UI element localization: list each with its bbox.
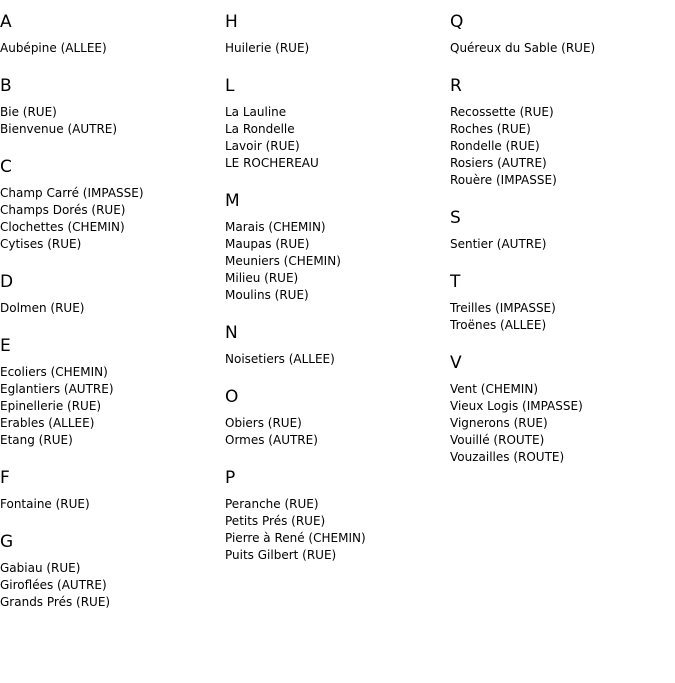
street-link[interactable]: Peranche (RUE) — [225, 497, 319, 511]
street-link[interactable]: Rosiers (AUTRE) — [450, 156, 547, 170]
street-list — [225, 219, 445, 304]
street-list-item — [225, 219, 445, 236]
street-list-item — [0, 219, 220, 236]
street-link[interactable]: Meuniers (CHEMIN) — [225, 254, 341, 268]
street-link[interactable]: Roches (RUE) — [450, 122, 531, 136]
letter-heading: A — [0, 12, 12, 32]
street-list-item — [0, 415, 220, 432]
street-list-item — [0, 202, 220, 219]
street-link[interactable]: Noisetiers (ALLEE) — [225, 352, 335, 366]
index-column-1 — [0, 10, 220, 628]
letter-heading: O — [225, 387, 239, 407]
street-link[interactable]: Champ Carré (IMPASSE) — [0, 186, 144, 200]
index-column-2 — [225, 10, 445, 581]
street-list — [450, 300, 670, 334]
street-list-item — [0, 432, 220, 449]
street-list-item — [225, 547, 445, 564]
street-link[interactable]: Treilles (IMPASSE) — [450, 301, 556, 315]
street-list-item — [0, 236, 220, 253]
street-link[interactable]: Marais (CHEMIN) — [225, 220, 326, 234]
street-list-item — [450, 300, 670, 317]
letter-group — [0, 466, 220, 513]
letter-group — [225, 466, 445, 564]
street-list-item — [450, 398, 670, 415]
letter-group — [450, 10, 670, 57]
street-link[interactable]: Aubépine (ALLEE) — [0, 41, 107, 55]
letter-group — [0, 10, 220, 57]
letter-group — [0, 334, 220, 449]
letter-group — [225, 321, 445, 368]
street-list-item — [225, 155, 445, 172]
street-list-item — [0, 364, 220, 381]
street-list-item — [450, 121, 670, 138]
letter-group — [225, 385, 445, 449]
street-list-item — [450, 172, 670, 189]
street-list — [0, 40, 220, 57]
street-list-item — [450, 432, 670, 449]
street-link[interactable]: Ecoliers (CHEMIN) — [0, 365, 108, 379]
letter-group — [225, 74, 445, 172]
street-link[interactable]: Champs Dorés (RUE) — [0, 203, 126, 217]
street-link[interactable]: Eglantiers (AUTRE) — [0, 382, 114, 396]
letter-heading: V — [450, 353, 462, 373]
street-link[interactable]: Obiers (RUE) — [225, 416, 302, 430]
street-list-item — [225, 415, 445, 432]
street-link[interactable]: Puits Gilbert (RUE) — [225, 548, 337, 562]
street-link[interactable]: Grands Prés (RUE) — [0, 595, 111, 609]
street-list-item — [450, 317, 670, 334]
letter-heading: D — [0, 272, 14, 292]
letter-group — [0, 530, 220, 611]
street-list-item — [225, 351, 445, 368]
street-list-item — [225, 104, 445, 121]
street-list — [0, 364, 220, 449]
letter-heading: Q — [450, 12, 464, 32]
street-list-item — [225, 236, 445, 253]
street-link[interactable]: Dolmen (RUE) — [0, 301, 85, 315]
street-list — [225, 415, 445, 449]
street-list — [0, 496, 220, 513]
street-link[interactable]: Vignerons (RUE) — [450, 416, 548, 430]
letter-group — [0, 155, 220, 253]
letter-group — [450, 270, 670, 334]
street-list-item — [0, 381, 220, 398]
letter-heading: R — [450, 76, 462, 96]
letter-group — [450, 351, 670, 466]
street-list-item — [225, 253, 445, 270]
letter-heading: S — [450, 208, 461, 228]
letter-heading: B — [0, 76, 12, 96]
street-link[interactable]: Huilerie (RUE) — [225, 41, 310, 55]
street-list-item — [450, 449, 670, 466]
street-link[interactable]: Fontaine (RUE) — [0, 497, 90, 511]
street-list-item — [0, 560, 220, 577]
street-list — [225, 496, 445, 564]
street-list-item — [0, 398, 220, 415]
letter-heading: P — [225, 468, 236, 488]
street-list-item — [0, 40, 220, 57]
letter-group — [225, 10, 445, 57]
street-link[interactable]: LE ROCHEREAU — [225, 156, 319, 170]
index-column-3 — [450, 10, 670, 483]
street-link[interactable]: Ormes (AUTRE) — [225, 433, 318, 447]
street-list-item — [225, 121, 445, 138]
street-list — [450, 381, 670, 466]
street-list-item — [450, 155, 670, 172]
street-link[interactable]: Petits Prés (RUE) — [225, 514, 326, 528]
street-list — [225, 351, 445, 368]
street-list — [225, 40, 445, 57]
street-list-item — [0, 185, 220, 202]
street-list-item — [0, 594, 220, 611]
letter-group — [450, 74, 670, 189]
street-link[interactable]: Gabiau (RUE) — [0, 561, 81, 575]
street-list-item — [450, 236, 670, 253]
street-list-item — [450, 104, 670, 121]
street-list — [450, 104, 670, 189]
letter-heading: G — [0, 532, 14, 552]
street-link[interactable]: Cytises (RUE) — [0, 237, 82, 251]
street-link[interactable]: Sentier (AUTRE) — [450, 237, 547, 251]
street-list-item — [225, 40, 445, 57]
street-link[interactable]: Etang (RUE) — [0, 433, 73, 447]
letter-heading: C — [0, 157, 12, 177]
street-list — [450, 236, 670, 253]
street-list-item — [225, 138, 445, 155]
street-link[interactable]: Vieux Logis (IMPASSE) — [450, 399, 583, 413]
street-link[interactable]: Recossette (RUE) — [450, 105, 554, 119]
letter-group — [225, 189, 445, 304]
letter-heading: E — [0, 336, 11, 356]
street-link[interactable]: Erables (ALLEE) — [0, 416, 95, 430]
street-list-item — [225, 530, 445, 547]
letter-heading: F — [0, 468, 10, 488]
street-list-item — [450, 40, 670, 57]
street-list-item — [0, 121, 220, 138]
street-link[interactable]: Rouère (IMPASSE) — [450, 173, 557, 187]
letter-group — [450, 206, 670, 253]
street-link[interactable]: Giroflées (AUTRE) — [0, 578, 107, 592]
street-list-item — [225, 513, 445, 530]
street-link[interactable]: La Rondelle — [225, 122, 295, 136]
street-link[interactable]: Lavoir (RUE) — [225, 139, 300, 153]
street-list — [225, 104, 445, 172]
street-link[interactable]: Vouillé (ROUTE) — [450, 433, 545, 447]
street-link[interactable]: Vouzailles (ROUTE) — [450, 450, 565, 464]
street-link[interactable]: Clochettes (CHEMIN) — [0, 220, 125, 234]
street-list-item — [0, 577, 220, 594]
street-link[interactable]: Vent (CHEMIN) — [450, 382, 539, 396]
street-list-item — [225, 496, 445, 513]
letter-heading: T — [450, 272, 461, 292]
letter-heading: N — [225, 323, 238, 343]
letter-heading: H — [225, 12, 238, 32]
street-link[interactable]: Epinellerie (RUE) — [0, 399, 102, 413]
letter-heading: M — [225, 191, 240, 211]
street-list-item — [225, 270, 445, 287]
letter-group — [0, 74, 220, 138]
street-list-item — [225, 432, 445, 449]
street-link[interactable]: Quéreux du Sable (RUE) — [450, 41, 596, 55]
street-list-item — [450, 415, 670, 432]
street-link[interactable]: Pierre à René (CHEMIN) — [225, 531, 366, 545]
street-list-item — [450, 381, 670, 398]
street-link[interactable]: Bienvenue (AUTRE) — [0, 122, 118, 136]
street-list-item — [0, 496, 220, 513]
street-link[interactable]: Maupas (RUE) — [225, 237, 310, 251]
street-link[interactable]: Milieu (RUE) — [225, 271, 299, 285]
letter-heading: L — [225, 76, 235, 96]
street-list-item — [0, 104, 220, 121]
street-link[interactable]: Rondelle (RUE) — [450, 139, 540, 153]
street-link[interactable]: La Lauline — [225, 105, 287, 119]
street-list — [0, 560, 220, 611]
street-list — [0, 185, 220, 253]
street-list — [0, 104, 220, 138]
street-list-item — [450, 138, 670, 155]
letter-group — [0, 270, 220, 317]
street-link[interactable]: Moulins (RUE) — [225, 288, 309, 302]
street-list — [450, 40, 670, 57]
street-list-item — [0, 300, 220, 317]
street-link[interactable]: Troënes (ALLEE) — [450, 318, 547, 332]
street-link[interactable]: Bie (RUE) — [0, 105, 57, 119]
street-list-item — [225, 287, 445, 304]
street-list — [0, 300, 220, 317]
